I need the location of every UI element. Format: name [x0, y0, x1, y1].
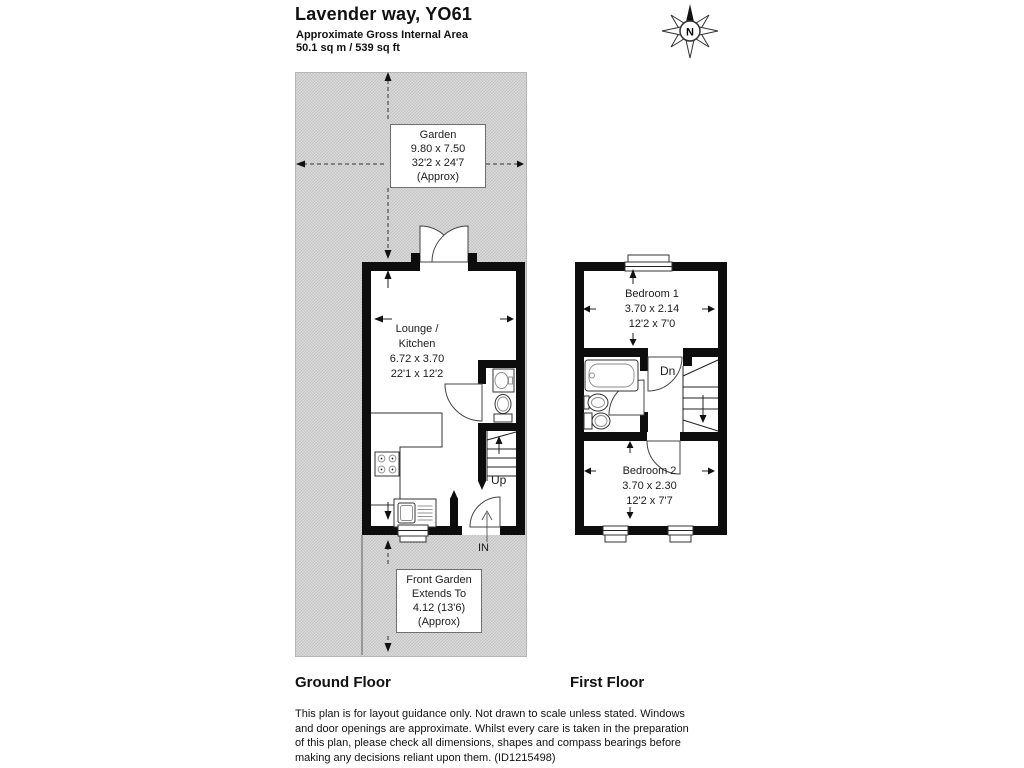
area-label: Approximate Gross Internal Area — [296, 29, 468, 41]
french-doors — [420, 226, 468, 262]
front-garden-label-box — [396, 569, 482, 633]
bedroom1-window — [625, 255, 672, 271]
bedroom2-metric: 3.70 x 2.30 — [622, 480, 677, 492]
garden-name: Garden — [419, 129, 457, 141]
stairs-down-label: Dn — [660, 364, 676, 378]
bathtub-icon — [585, 360, 638, 391]
bedroom2-imperial: 12'2 x 7'7 — [626, 495, 673, 507]
hob-icon — [375, 452, 399, 476]
first-floor-title: First Floor — [570, 674, 645, 691]
stairs-up-label: Up — [491, 473, 507, 487]
ground-floor-title: Ground Floor — [295, 674, 391, 691]
bedroom2-window-left — [603, 526, 628, 542]
bathroom-toilet-icon — [584, 413, 610, 429]
garden-label-box — [390, 124, 486, 188]
garden-imperial: 32'2 x 24'7 — [411, 157, 465, 169]
disclaimer-text: This plan is for layout guidance only. Not drawn to scale unless stated. Windows and door openings are approximate. Whilst every care is taken in the preparation of this plan, please check all dimensions, shapes and compass bearings before making any decisions reliant upon them. (ID1215498) — [295, 708, 689, 764]
kitchen-window — [398, 525, 428, 542]
front-garden-line3: 4.12 (13'6) — [412, 602, 466, 614]
bedroom1-imperial: 12'2 x 7'0 — [628, 318, 676, 330]
front-garden-line1: Front Garden — [406, 574, 472, 586]
bedroom2-name: Bedroom 2 — [622, 465, 677, 477]
page-title: Lavender way, YO61 — [295, 4, 473, 24]
bedroom2-label — [592, 464, 707, 509]
compass-label: N — [686, 26, 694, 39]
garden-approx: (Approx) — [416, 171, 460, 183]
room-name-line1: Lounge / — [395, 323, 439, 335]
front-garden-line2: Extends To — [411, 588, 467, 600]
bedroom1-metric: 3.70 x 2.14 — [624, 303, 680, 315]
kitchen-sink-icon — [394, 499, 436, 527]
room-name-line2: Kitchen — [398, 338, 436, 350]
lounge-kitchen-label — [367, 322, 467, 382]
ground-floor-plan — [362, 226, 525, 542]
room-imperial: 22'1 x 12'2 — [390, 368, 444, 380]
front-garden-line4: (Approx) — [417, 616, 461, 628]
entrance-in-label: IN — [478, 542, 489, 554]
area-value: 50.1 sq m / 539 sq ft — [296, 42, 400, 54]
bathroom-sink-icon — [584, 394, 608, 411]
wc-toilet-icon — [494, 395, 512, 423]
wc-sink-icon — [493, 369, 514, 392]
garden-metric: 9.80 x 7.50 — [410, 143, 466, 155]
bedroom1-label — [597, 287, 707, 332]
bedroom2-window-right — [668, 526, 693, 542]
bedroom1-name: Bedroom 1 — [625, 288, 679, 300]
room-metric: 6.72 x 3.70 — [389, 353, 445, 365]
